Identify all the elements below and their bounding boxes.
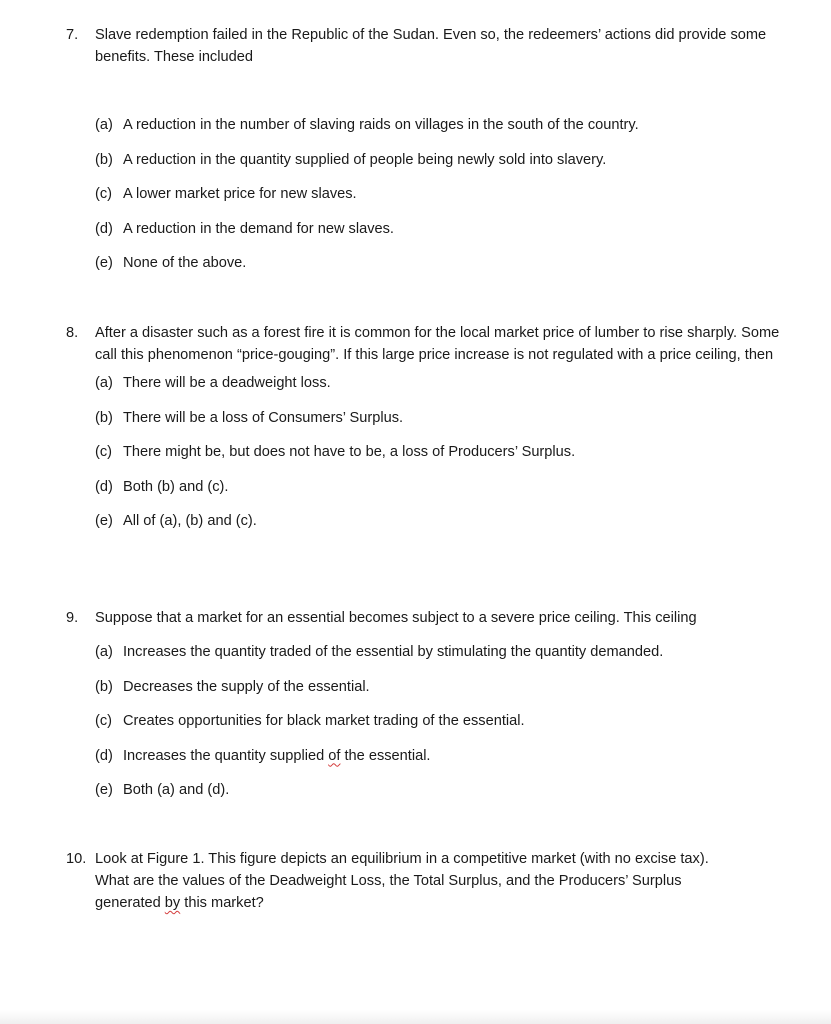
option-label: (c) [95, 444, 113, 460]
option-text [123, 748, 431, 764]
option-c [95, 183, 781, 218]
option-d [95, 218, 781, 253]
question-stem: After a disaster such as a forest fire it is common for the local market price of lumber to rise sharply. Some call this phenomenon “price-gouging”. If this large price increase is not regulated with a price ceiling, then [95, 325, 780, 363]
question-8 [66, 322, 781, 545]
option-a [95, 114, 781, 149]
option-label: (c) [95, 186, 113, 202]
option-label: (e) [95, 255, 113, 271]
option-text-after: the essential. [340, 747, 431, 764]
question-number: 9. [66, 610, 79, 626]
option-text: None of the above. [123, 255, 247, 271]
option-label: (b) [95, 409, 113, 426]
option-label: (a) [95, 644, 113, 660]
option-text: A lower market price for new slaves. [123, 186, 357, 202]
question-9 [66, 607, 781, 814]
option-d [95, 745, 781, 780]
option-text-before: Increases the quantity supplied [123, 747, 329, 764]
stem-line-2: What are the values of the Deadweight Loss, the Total Surplus, and the Producers’ Surplus [95, 873, 682, 889]
stem-line-1: Look at Figure 1. This figure depicts an equilibrium in a competitive market (with no excise tax). [95, 851, 709, 867]
option-text: A reduction in the demand for new slaves. [123, 220, 394, 237]
question-10 [66, 848, 781, 914]
option-b [95, 676, 781, 711]
question-number: 8. [66, 325, 79, 341]
option-b [95, 149, 781, 184]
option-b [95, 407, 781, 442]
option-label: (d) [95, 220, 113, 237]
option-label: (d) [95, 747, 113, 764]
option-text: There might be, but does not have to be, a loss of Producers’ Surplus. [123, 444, 576, 460]
option-text: All of (a), (b) and (c). [123, 513, 257, 529]
option-label: (a) [95, 375, 113, 391]
option-text: There will be a deadweight loss. [123, 375, 331, 391]
stem-text-after: this market? [180, 895, 264, 911]
options-list [95, 372, 781, 545]
option-label: (c) [95, 713, 113, 729]
option-a [95, 372, 781, 407]
options-list [95, 641, 781, 814]
question-number: 10. [66, 851, 87, 867]
option-a [95, 641, 781, 676]
option-c [95, 710, 781, 745]
option-text: Both (a) and (d). [123, 782, 230, 798]
option-text: Decreases the supply of the essential. [123, 678, 370, 695]
page-bottom-edge [0, 1010, 831, 1024]
option-e [95, 252, 781, 287]
option-text: A reduction in the number of slaving raids on villages in the south of the country. [123, 117, 639, 133]
question-stem [95, 848, 781, 914]
stem-text-before: generated [95, 895, 165, 911]
question-7 [66, 24, 781, 287]
question-stem: Slave redemption failed in the Republic of the Sudan. Even so, the redeemers’ actions did provide some benefits. These included [95, 27, 767, 65]
option-label: (e) [95, 513, 113, 529]
option-e [95, 510, 781, 545]
option-d [95, 476, 781, 511]
stem-line-3 [95, 892, 781, 914]
spellcheck-flagged-word[interactable]: of [328, 747, 341, 764]
option-text: Creates opportunities for black market trading of the essential. [123, 713, 525, 729]
option-c [95, 441, 781, 476]
spellcheck-flagged-word[interactable]: by [164, 895, 181, 911]
option-label: (e) [95, 782, 113, 798]
option-text: Increases the quantity traded of the essential by stimulating the quantity demanded. [123, 644, 664, 660]
option-label: (b) [95, 678, 113, 695]
option-e [95, 779, 781, 814]
question-stem: Suppose that a market for an essential becomes subject to a severe price ceiling. This ceiling [95, 610, 697, 626]
option-label: (d) [95, 478, 113, 495]
option-text: A reduction in the quantity supplied of people being newly sold into slavery. [123, 151, 607, 168]
option-label: (a) [95, 117, 113, 133]
options-list [95, 114, 781, 287]
option-text: Both (b) and (c). [123, 478, 229, 495]
option-label: (b) [95, 151, 113, 168]
option-text: There will be a loss of Consumers’ Surplus. [123, 409, 404, 426]
question-number: 7. [66, 27, 79, 43]
